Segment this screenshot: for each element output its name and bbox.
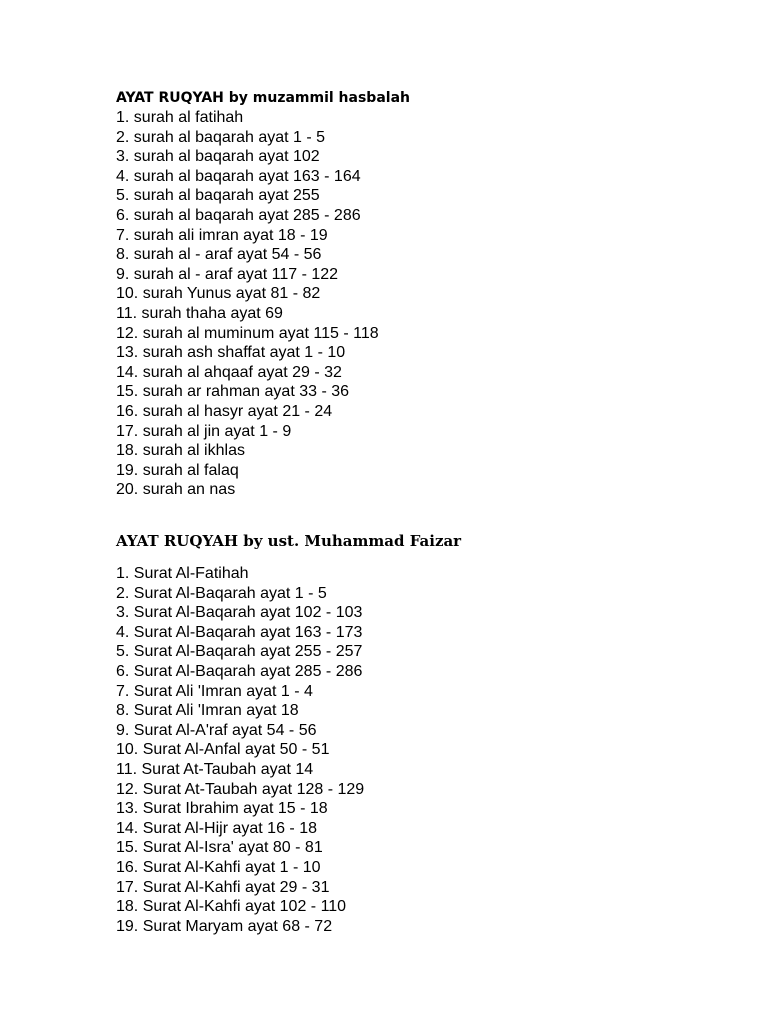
section-heading-faizar: AYAT RUQYAH by ust. Muhammad Faizar: [116, 532, 462, 550]
list-item: 2. surah al baqarah ayat 1 - 5: [116, 128, 326, 146]
list-item: 6. Surat Al-Baqarah ayat 285 - 286: [116, 662, 363, 680]
list-item: 4. surah al baqarah ayat 163 - 164: [116, 167, 361, 185]
list-item: 1. surah al fatihah: [116, 109, 244, 126]
list-item: 15. surah ar rahman ayat 33 - 36: [116, 383, 350, 401]
list-item: 20. surah an nas: [116, 481, 236, 499]
list-item: 3. Surat Al-Baqarah ayat 102 - 103: [116, 604, 363, 622]
list-item: 11. surah thaha ayat 69: [116, 304, 283, 322]
list-item: 15. Surat Al-Isra' ayat 80 - 81: [116, 839, 323, 857]
list-item: 7. Surat Ali 'Imran ayat 1 - 4: [116, 682, 313, 700]
ruqyah-list-faizar: [116, 530, 716, 936]
list-item: 13. Surat Ibrahim ayat 15 - 18: [116, 800, 328, 818]
list-item: 14. surah al ahqaaf ayat 29 - 32: [116, 363, 342, 381]
list-item: 5. Surat Al-Baqarah ayat 255 - 257: [116, 643, 363, 661]
list-item: 9. Surat Al-A'raf ayat 54 - 56: [116, 721, 317, 739]
list-item: 6. surah al baqarah ayat 285 - 286: [116, 206, 361, 224]
surah-list-faizar: [116, 564, 716, 936]
list-item: 10. Surat Al-Anfal ayat 50 - 51: [116, 741, 330, 759]
list-item: 8. surah al - araf ayat 54 - 56: [116, 246, 322, 264]
list-item: 7. surah ali imran ayat 18 - 19: [116, 226, 328, 244]
list-item: 5. surah al baqarah ayat 255: [116, 187, 320, 205]
list-item: 1. Surat Al-Fatihah: [116, 565, 249, 582]
list-item: 3. surah al baqarah ayat 102: [116, 148, 320, 166]
list-item: 8. Surat Ali 'Imran ayat 18: [116, 702, 299, 720]
list-item: 2. Surat Al-Baqarah ayat 1 - 5: [116, 584, 327, 602]
list-item: 13. surah ash shaffat ayat 1 - 10: [116, 344, 346, 362]
list-item: 19. surah al falaq: [116, 461, 239, 479]
list-item: 14. Surat Al-Hijr ayat 16 - 18: [116, 819, 317, 837]
list-item: 12. Surat At-Taubah ayat 128 - 129: [116, 780, 365, 798]
list-item: 18. surah al ikhlas: [116, 442, 245, 460]
list-item: 16. surah al hasyr ayat 21 - 24: [116, 402, 333, 420]
section-heading-muzammil: AYAT RUQYAH by muzammil hasbalah: [116, 90, 410, 106]
surah-list-muzammil: [116, 108, 716, 500]
list-item: 18. Surat Al-Kahfi ayat 102 - 110: [116, 898, 347, 916]
list-item: 11. Surat At-Taubah ayat 14: [116, 760, 314, 778]
list-item: 17. surah al jin ayat 1 - 9: [116, 422, 292, 440]
list-item: 17. Surat Al-Kahfi ayat 29 - 31: [116, 878, 330, 896]
list-item: 12. surah al muminum ayat 115 - 118: [116, 324, 379, 342]
list-item: 16. Surat Al-Kahfi ayat 1 - 10: [116, 858, 321, 876]
ruqyah-list-muzammil: [116, 88, 716, 500]
list-item: 19. Surat Maryam ayat 68 - 72: [116, 917, 333, 935]
list-item: 10. surah Yunus ayat 81 - 82: [116, 285, 321, 303]
list-item: 9. surah al - araf ayat 117 - 122: [116, 265, 339, 283]
list-item: 4. Surat Al-Baqarah ayat 163 - 173: [116, 623, 363, 641]
